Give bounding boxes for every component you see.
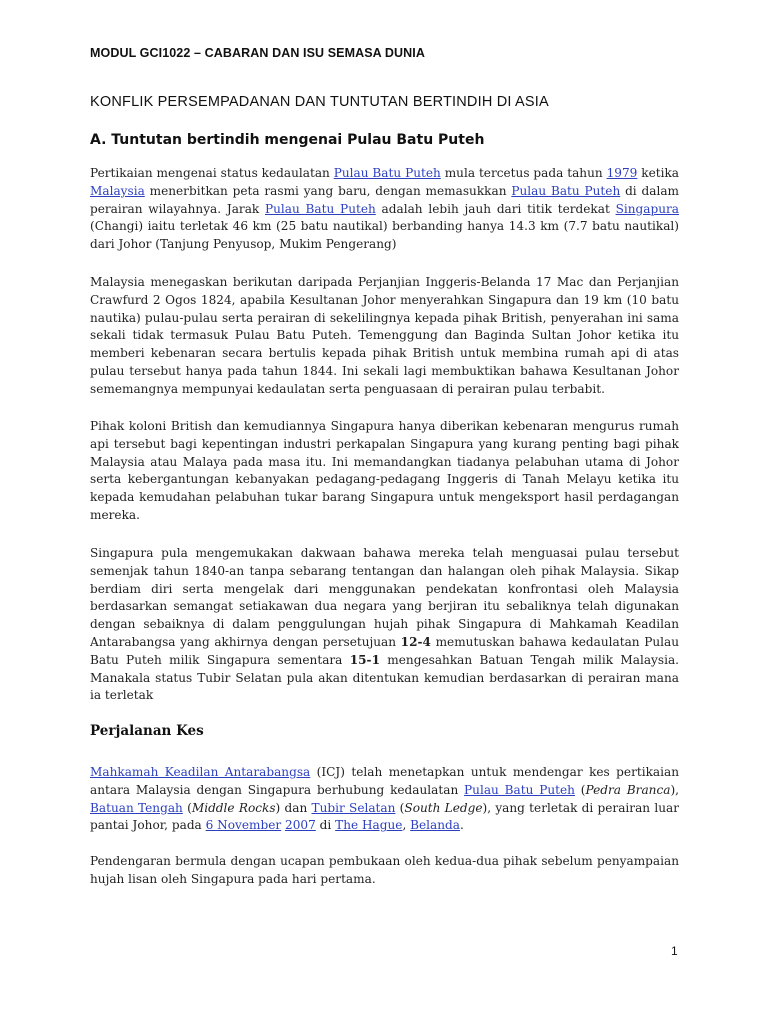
- link-belanda[interactable]: Belanda: [410, 818, 461, 833]
- link-6-november[interactable]: 6 November: [205, 818, 282, 833]
- paragraph-5: [90, 764, 679, 835]
- link-pulau-batu-puteh[interactable]: Pulau Batu Puteh: [464, 782, 575, 797]
- running-header: MODUL GCI1022 – CABARAN DAN ISU SEMASA DUNIA: [90, 46, 425, 60]
- page-number: 1: [671, 944, 678, 958]
- italic-pedra-branca: Pedra Branca: [585, 782, 671, 797]
- text-run: mengesahkan Batuan Tengah milik Malaysia. Manakala status Tubir Selatan pula akan ditentukan kemudian berdasarkan di perairan mana ia terletak: [90, 652, 679, 703]
- text-run: menerbitkan peta rasmi yang baru, dengan memasukkan: [144, 183, 512, 198]
- paragraph-6: Pendengaran bermula dengan ucapan pembukaan oleh kedua-dua pihak sebelum penyampaian hujah lisan oleh Singapura pada hari pertama.: [90, 854, 679, 886]
- vote-12-4: 12-4: [400, 634, 431, 649]
- text-run: di: [315, 818, 336, 833]
- italic-south-ledge: South Ledge: [404, 800, 483, 815]
- text-run: ),: [670, 782, 679, 797]
- text-run: di dalam perairan wilayahnya. Jarak: [90, 183, 679, 216]
- section-perjalanan-kes-title: Perjalanan Kes: [90, 723, 204, 739]
- link-mahkamah-keadilan-antarabangsa[interactable]: Mahkamah Keadilan Antarabangsa: [90, 765, 311, 779]
- section-a-title: A. Tuntutan bertindih mengenai Pulau Batu Puteh: [90, 132, 485, 148]
- link-pulau-batu-puteh[interactable]: Pulau Batu Puteh: [333, 166, 441, 180]
- text-run: mula tercetus pada tahun: [440, 166, 607, 180]
- text-run: (Changi) iaitu terletak 46 km (25 batu nautikal) berbanding hanya 14.3 km (7.7 batu nautikal) dari Johor (Tanjung Penyusop, Mukim Pengerang): [90, 219, 679, 252]
- text-run: ), yang terletak di perairan luar pantai Johor, pada: [90, 800, 679, 833]
- link-singapura[interactable]: Singapura: [615, 201, 679, 216]
- paragraph-4: [90, 545, 679, 705]
- text-run: (: [574, 782, 586, 797]
- paragraph-1: [90, 165, 679, 254]
- text-run: ) dan: [275, 800, 312, 815]
- text-run: adalah lebih jauh dari titik terdekat: [375, 201, 616, 216]
- text-run: (ICJ) telah menetapkan untuk mendengar kes pertikaian antara Malaysia dengan Singapura berhubung kedaulatan: [90, 765, 679, 797]
- text-run: ,: [402, 818, 411, 833]
- vote-15-1: 15-1: [349, 652, 380, 667]
- text-run: ketika: [637, 166, 679, 180]
- text-run: Singapura pula mengemukakan dakwaan bahawa mereka telah menguasai pulau tersebut semenjak tahun 1840-an tanpa sebarang tentangan dan halangan oleh pihak Malaysia. Sikap berdiam diri serta mengelak dari menggunakan pendekatan konfrontasi oleh Malaysia berdasarkan semangat setiakawan dua negara yang berjiran itu sebaliknya telah digunakan dengan sebaiknya di dalam penggulungan hujah pihak Singapura di Mahkamah Keadilan Antarabangsa yang akhirnya dengan persetujuan: [90, 546, 679, 649]
- link-pulau-batu-puteh[interactable]: Pulau Batu Puteh: [511, 183, 621, 198]
- text-run: Pertikaian mengenai status kedaulatan: [90, 166, 334, 180]
- text-run: (: [395, 800, 405, 815]
- link-malaysia[interactable]: Malaysia: [90, 183, 145, 198]
- link-batuan-tengah[interactable]: Batuan Tengah: [90, 800, 183, 815]
- link-2007[interactable]: 2007: [285, 818, 316, 833]
- italic-middle-rocks: Middle Rocks: [191, 800, 276, 815]
- link-pulau-batu-puteh[interactable]: Pulau Batu Puteh: [265, 201, 376, 216]
- link-the-hague[interactable]: The Hague: [335, 818, 403, 833]
- paragraph-3: Pihak koloni British dan kemudiannya Singapura hanya diberikan kebenaran mengurus rumah api tersebut bagi kepentingan industri perkapalan Singapura yang kurang penting bagi pihak Malaysia atau Malaya pada masa itu. Ini memandangkan tiadanya pelabuhan utama di Johor serta kebergantungan kebanyakan pedagang-pedagang Inggeris di Tanah Melayu ketika itu kepada kemudahan pelabuhan tukar barang Singapura untuk mengeksport hasil perdagangan mereka.: [90, 419, 679, 522]
- text-run: (: [182, 800, 192, 815]
- text-run: .: [460, 818, 464, 833]
- text-run: memutuskan bahawa kedaulatan Pulau Batu Puteh milik Singapura sementara: [90, 634, 679, 667]
- paragraph-2: Malaysia menegaskan berikutan daripada Perjanjian Inggeris-Belanda 17 Mac dan Perjanjian Crawfurd 2 Ogos 1824, apabila Kesultanan Johor menyerahkan Singapura dan 19 km (10 batu nautika) pulau-pulau serta perairan di sekelilingnya kepada pihak British, penyerahan ini sama sekali tidak termasuk Pulau Batu Puteh. Temenggung dan Baginda Sultan Johor ketika itu memberi kebenaran secara bertulis kepada pihak British untuk membina rumah api di atas pulau tersebut hanya pada tahun 1844. Ini sekali lagi membuktikan bahawa Kesultanan Johor sememangnya mempunyai kedaulatan serta penguasaan di perairan pulau terbabit.: [90, 275, 679, 396]
- link-tubir-selatan[interactable]: Tubir Selatan: [311, 800, 396, 815]
- link-1979[interactable]: 1979: [606, 166, 638, 180]
- page-title: KONFLIK PERSEMPADANAN DAN TUNTUTAN BERTINDIH DI ASIA: [90, 94, 549, 110]
